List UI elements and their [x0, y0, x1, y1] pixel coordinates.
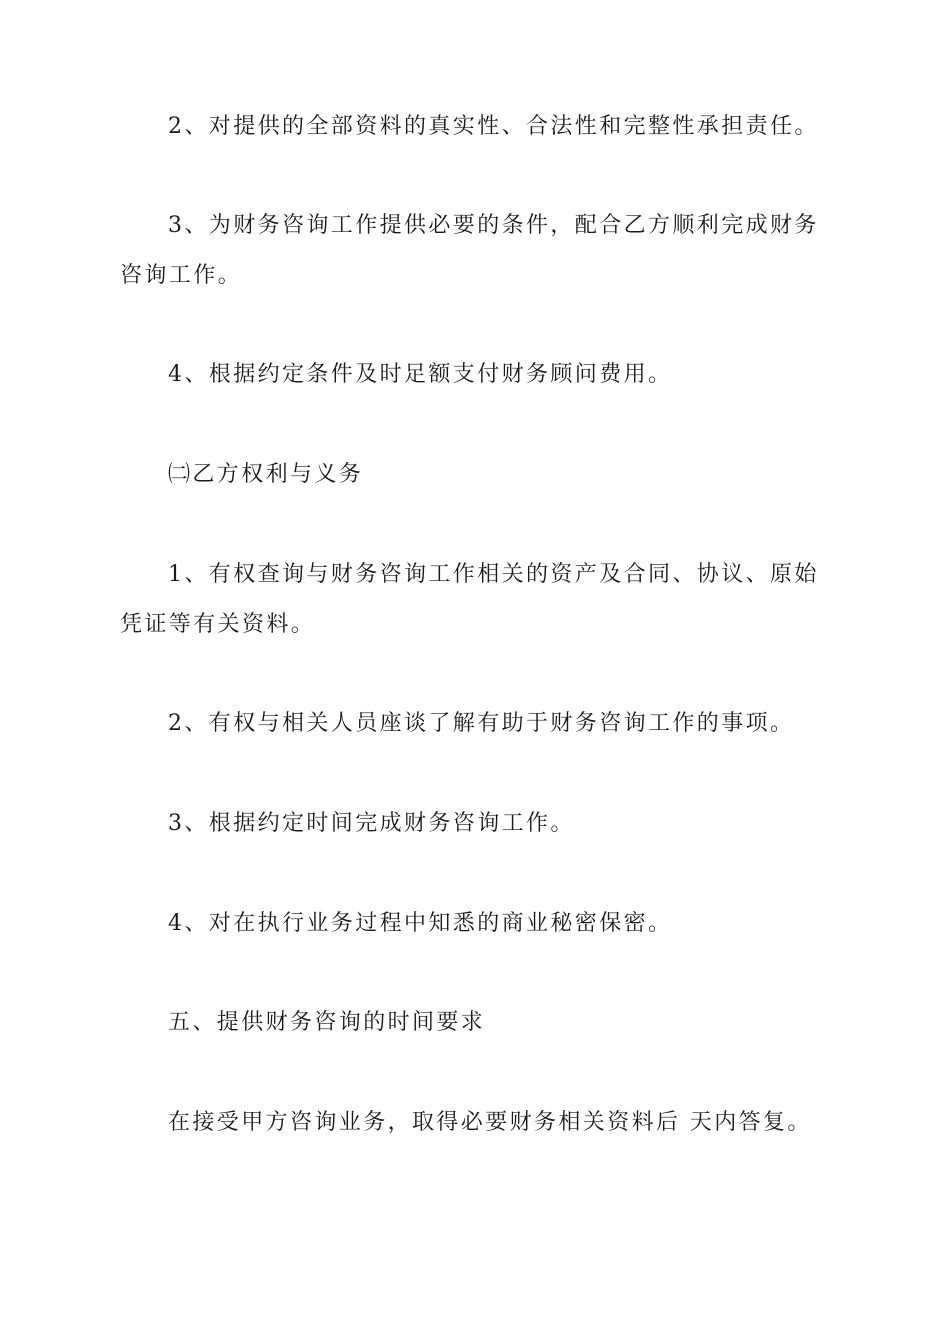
paragraph-party-a-duty-4: 4、根据约定条件及时足额支付财务顾问费用。: [168, 362, 673, 387]
paragraph-response-time: 在接受甲方咨询业务，取得必要财务相关资料后 天内答复。: [168, 1110, 812, 1135]
paragraph-party-b-right-3: 3、根据约定时间完成财务咨询工作。: [168, 811, 575, 836]
paragraph-party-a-duty-2: 2、对提供的全部资料的真实性、合法性和完整性承担责任。: [168, 114, 819, 139]
paragraph-party-b-right-2: 2、有权与相关人员座谈了解有助于财务咨询工作的事项。: [168, 711, 795, 736]
section-heading-party-b: ㈡乙方权利与义务: [168, 462, 364, 487]
paragraph-party-b-right-4: 4、对在执行业务过程中知悉的商业秘密保密。: [168, 911, 673, 936]
section-heading-time-requirement: 五、提供财务咨询的时间要求: [168, 1010, 486, 1035]
paragraph-party-b-right-1: 1、有权查询与财务咨询工作相关的资产及合同、协议、原始凭证等有关资料。: [120, 562, 819, 637]
paragraph-party-a-duty-3: 3、为财务咨询工作提供必要的条件，配合乙方顺利完成财务咨询工作。: [120, 213, 819, 288]
